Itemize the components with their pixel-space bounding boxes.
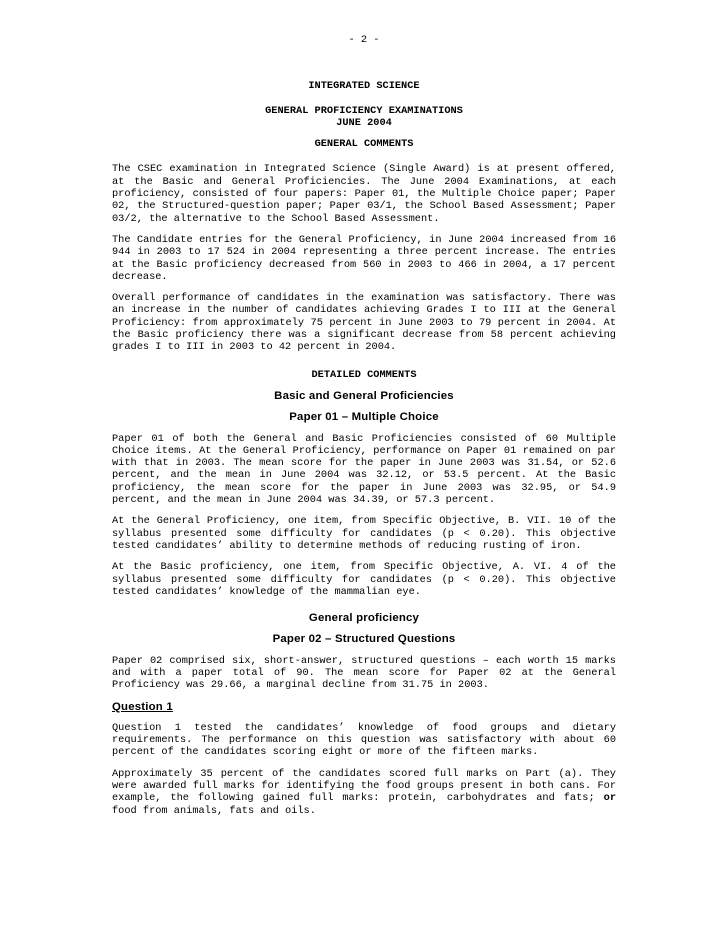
general-paragraph-1: The CSEC examination in Integrated Science (Single Award) is at present offered, at the Basic and General Proficiencies. The June 2004 Examinations, at each proficiency, consisted of four papers: Paper 01, the Multiple Choice paper; Paper 02, the Structured-question paper; Paper 03/1, the School Based Assessment; Paper 03/2, the alternative to the School Based Assessment. [112,163,616,225]
question1-paragraph-2-text: Approximately 35 percent of the candidates scored full marks on Part (a). They were awarded full marks for identifying the food groups present in both cans. For example, the following gained full marks: protein, carbohydrates and fats; [112,767,616,805]
general-proficiency-heading: General proficiency [308,612,420,625]
general-paragraph-2: The Candidate entries for the General Proficiency, in June 2004 increased from 16 944 in 2003 to 17 524 in 2004 representing a three percent increase. The entries at the Basic proficiency decreased from 560 in 2003 to 466 in 2004, a 17 percent decrease. [112,233,616,283]
proficiencies-heading: Basic and General Proficiencies [274,389,454,402]
paper02-paragraph: Paper 02 comprised six, short-answer, structured questions – each worth 15 marks and with a paper total of 90. The mean score for Paper 02 at the General Proficiency was 29.66, a marginal decline from 31.75 in 2003. [112,654,616,692]
date-heading: JUNE 2004 [336,116,392,129]
subject-heading: INTEGRATED SCIENCE [308,80,420,93]
exam-heading: GENERAL PROFICIENCY EXAMINATIONS [265,104,463,117]
paper01-paragraph-3: At the Basic proficiency, one item, from Specific Objective, A. VI. 4 of the syllabus presented some difficulty for candidates (p < 0.20). This objective tested candidates’ knowledge of the mammalian eye. [112,561,616,598]
detailed-comments-heading: DETAILED COMMENTS [311,368,417,381]
page-number: - 2 - [348,34,380,46]
paper01-paragraph-1: Paper 01 of both the General and Basic Proficiencies consisted of 60 Multiple Choice items. At the General Proficiency, performance on Paper 01 remained on par with that in 2003. The mean score for the paper in June 2003 was 31.54, or 52.6 percent, and the mean in June 2004 was 32.12, or 53.5 percent. At the Basic proficiency, the mean score for the paper in June 2003 was 32.95, or 54.9 percent, and the mean in June 2004 was 34.39, or 57.3 percent. [112,432,616,507]
paper01-heading: Paper 01 – Multiple Choice [289,411,439,424]
question1-heading: Question 1 [112,700,173,713]
paper01-paragraph-2: At the General Proficiency, one item, from Specific Objective, B. VII. 10 of the syllabus presented some difficulty for candidates (p < 0.20). This objective tested candidates’ ability to determine methods of reducing rusting of iron. [112,515,616,552]
general-paragraph-3: Overall performance of candidates in the examination was satisfactory. There was an increase in the number of candidates achieving Grades I to III at the General Proficiency: from approximately 75 percent in June 2003 to 79 percent in 2004. At the Basic proficiency there was a significant decrease from 58 percent achieving grades I to III in 2003 to 42 percent in 2004. [112,292,616,354]
question1-paragraph-2 [112,768,616,817]
document-page [112,34,616,817]
question1-paragraph-1: Question 1 tested the candidates’ knowledge of food groups and dietary requirements. The performance on this question was satisfactory with about 60 percent of the candidates scoring eight or more of the fifteen marks. [112,721,616,759]
question1-or-word: or [603,792,616,805]
question1-paragraph-2-end: food from animals, fats and oils. [112,804,316,817]
paper02-heading: Paper 02 – Structured Questions [272,633,456,646]
general-comments-heading: GENERAL COMMENTS [314,138,414,151]
